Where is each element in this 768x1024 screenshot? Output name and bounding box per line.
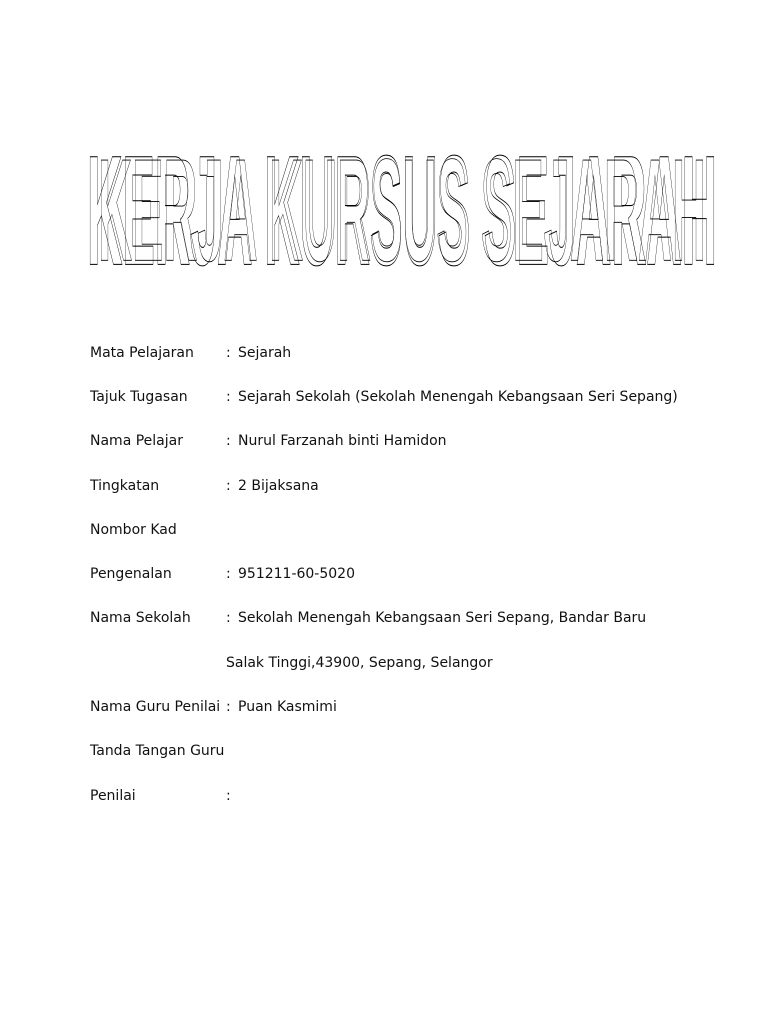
- field-label: Nama Pelajar: [90, 433, 183, 449]
- field-label: Tingkatan: [90, 478, 160, 494]
- field-colon: :: [226, 699, 231, 715]
- field-value: Sekolah Menengah Kebangsaan Seri Sepang, Bandar Baru: [238, 610, 647, 626]
- field-label: Mata Pelajaran: [90, 345, 194, 361]
- field-label: Penilai: [90, 788, 136, 804]
- field-label: Nombor Kad: [90, 522, 177, 538]
- field-colon: :: [226, 345, 231, 361]
- field-colon: :: [226, 788, 231, 804]
- field-label: Nama Sekolah: [90, 610, 191, 626]
- field-label: Nama Guru Penilai: [90, 699, 221, 715]
- field-value: Nurul Farzanah binti Hamidon: [238, 433, 447, 449]
- field-label: Tanda Tangan Guru: [90, 743, 225, 759]
- field-label: Tajuk Tugasan: [90, 389, 188, 405]
- field-value-continuation: Salak Tinggi,43900, Sepang, Selangor: [226, 655, 493, 671]
- title-outline-graphic: [84, 112, 720, 272]
- field-colon: :: [226, 566, 231, 582]
- title-inner-outline: KERJA KURSUS SEJARAH: [98, 129, 706, 272]
- field-colon: :: [226, 433, 231, 449]
- field-colon: :: [226, 478, 231, 494]
- field-value: Sejarah: [238, 345, 292, 361]
- field-value: Puan Kasmimi: [238, 699, 337, 715]
- title-text: KERJA KURSUS SEJARAH: [87, 123, 717, 272]
- field-colon: :: [226, 610, 231, 626]
- field-colon: :: [226, 389, 231, 405]
- field-label: Pengenalan: [90, 566, 172, 582]
- field-value: Sejarah Sekolah (Sekolah Menengah Kebangsaan Seri Sepang): [238, 389, 678, 405]
- field-value: 951211-60-5020: [238, 566, 355, 582]
- document-title: [84, 112, 720, 272]
- field-value: 2 Bijaksana: [238, 478, 319, 494]
